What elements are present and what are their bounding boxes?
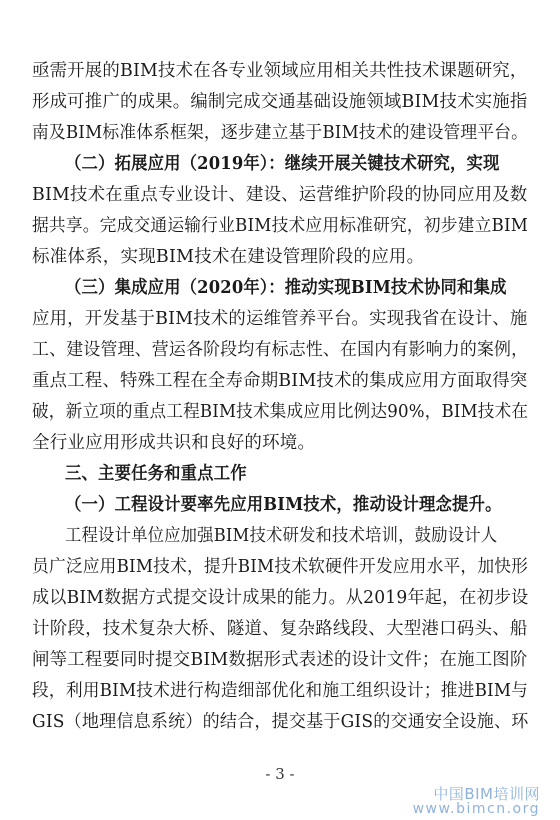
body-text-line: 工程设计单位应加强BIM技术研发和技术培训，鼓励设计人 — [65, 526, 498, 546]
body-text-line: 段，利用BIM技术进行构造细部优化和施工组织设计；推进BIM与 — [32, 681, 529, 701]
body-text-line: 全行业应用形成共识和良好的环境。 — [32, 433, 316, 453]
body-text-line: 形成可推广的成果。编制完成交通基础设施领域BIM技术实施指 — [32, 92, 528, 112]
page-number: - 3 - — [265, 765, 295, 783]
body-text-line: 应用，开发基于BIM技术的运维管养平台。实现我省在设计、施 — [32, 309, 528, 329]
watermark-site-name: 中国BIM培训网 — [433, 785, 540, 803]
section-heading-2: （二）拓展应用（2019年）：继续开展关键技术研究，实现 — [65, 154, 500, 174]
section-heading-3: （三）集成应用（2020年）：推动实现BIM技术协同和集成 — [65, 278, 507, 298]
body-text-line: 标准体系，实现BIM技术在建设管理阶段的应用。 — [32, 247, 425, 267]
watermark-url: www.bimcn.org — [412, 801, 540, 817]
body-text-line: GIS（地理信息系统）的结合，提交基于GIS的交通安全设施、环 — [32, 712, 529, 732]
subsection-heading: （一）工程设计要率先应用BIM技术，推动设计理念提升。 — [65, 495, 502, 515]
body-text-line: 重点工程、特殊工程在全寿命期BIM技术的集成应用方面取得突 — [32, 371, 528, 391]
body-text-line: 成以BIM数据方式提交设计成果的能力。从2019年起，在初步设 — [32, 588, 529, 608]
body-text-line: 亟需开展的BIM技术在各专业领域应用相关共性技术课题研究， — [32, 61, 528, 81]
body-text-line: 闸等工程要同时提交BIM数据形式表述的设计文件；在施工图阶 — [32, 650, 528, 670]
chapter-heading: 三、主要任务和重点工作 — [65, 464, 247, 484]
body-text-line: BIM技术在重点专业设计、建设、运营维护阶段的协同应用及数 — [32, 185, 528, 205]
body-text-line: 员广泛应用BIM技术，提升BIM技术软硬件开发应用水平，加快形 — [32, 557, 529, 577]
body-text-line: 据共享。完成交通运输行业BIM技术应用标准研究，初步建立BIM — [32, 216, 529, 236]
body-text-line: 破，新立项的重点工程BIM技术集成应用比例达90%，BIM技术在 — [32, 402, 529, 422]
body-text-line: 工、建设管理、营运各阶段均有标志性、在国内有影响力的案例， — [32, 340, 529, 360]
body-text-line: 计阶段，技术复杂大桥、隧道、复杂路线段、大型港口码头、船 — [32, 619, 528, 639]
body-text-line: 南及BIM标准体系框架，逐步建立基于BIM技术的建设管理平台。 — [32, 123, 529, 143]
